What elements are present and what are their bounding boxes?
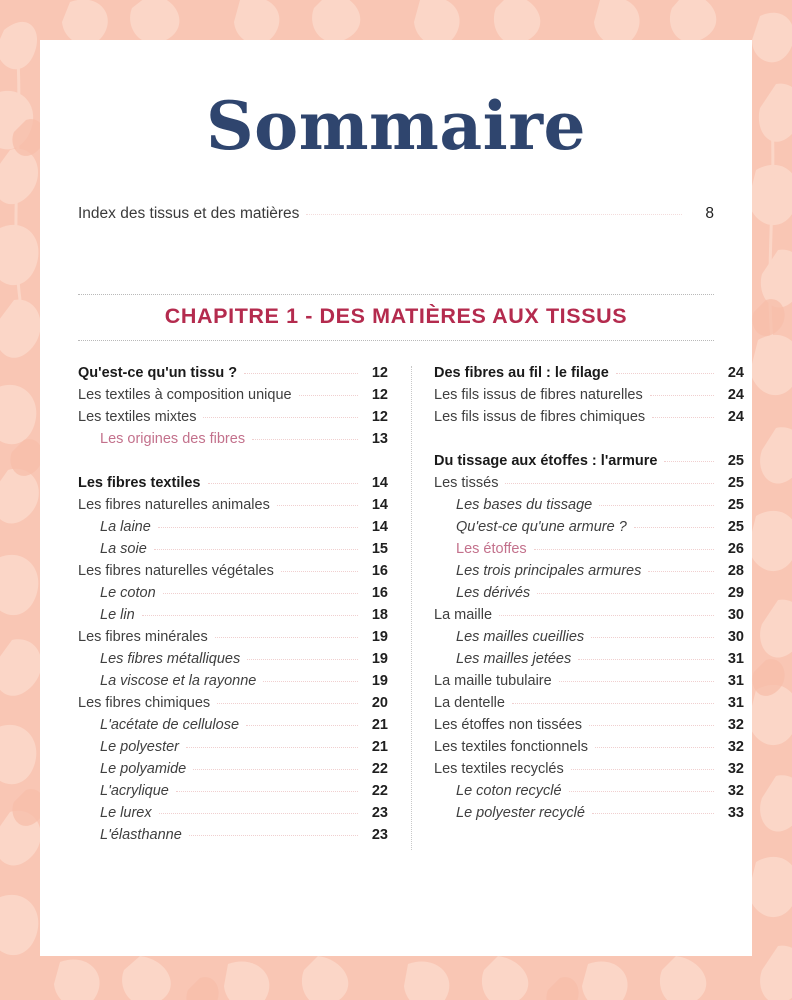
toc-entry[interactable]	[434, 762, 744, 784]
toc-entry-label: Le coton recyclé	[456, 783, 562, 800]
toc-entry-index[interactable]	[78, 206, 714, 228]
toc-entry-label: Les fibres naturelles végétales	[78, 563, 274, 580]
toc-entry[interactable]	[78, 498, 388, 520]
toc-entry-page: 8	[705, 205, 714, 223]
toc-entry-page: 21	[371, 717, 388, 734]
toc-entry[interactable]	[434, 520, 744, 542]
toc-entry[interactable]	[78, 630, 388, 652]
toc-entry-label: Les trois principales armures	[456, 563, 642, 580]
dot-leader	[512, 703, 714, 704]
toc-group	[434, 366, 744, 432]
toc-entry-label: La laine	[100, 519, 151, 536]
toc-entry-page: 12	[371, 387, 388, 404]
toc-entry-label: Le coton	[100, 585, 156, 602]
toc-entry[interactable]	[434, 454, 744, 476]
toc-entry[interactable]	[434, 696, 744, 718]
toc-entry-page: 14	[371, 519, 388, 536]
toc-entry[interactable]	[78, 806, 388, 828]
toc-entry[interactable]	[78, 432, 388, 454]
toc-entry[interactable]	[78, 674, 388, 696]
toc-group	[434, 454, 744, 828]
dot-leader	[277, 505, 358, 506]
toc-entry-page: 12	[371, 409, 388, 426]
dot-leader	[599, 505, 714, 506]
chapter-banner	[78, 294, 714, 341]
toc-entry-label: Les fibres textiles	[78, 475, 201, 492]
page-card	[40, 40, 752, 956]
toc-entry-label: Le lin	[100, 607, 135, 624]
toc-entry-label: La soie	[100, 541, 147, 558]
toc-entry-label: Les dérivés	[456, 585, 531, 602]
toc-entry[interactable]	[78, 388, 388, 410]
dot-leader	[578, 659, 714, 660]
toc-entry[interactable]	[434, 586, 744, 608]
toc-entry-page: 16	[371, 585, 388, 602]
toc-entry-label: Le polyester	[100, 739, 179, 756]
dot-leader	[569, 791, 714, 792]
toc-entry[interactable]	[78, 652, 388, 674]
dot-leader	[648, 571, 714, 572]
dot-leader	[163, 593, 358, 594]
toc-entry[interactable]	[78, 696, 388, 718]
toc-entry-label: Les textiles fonctionnels	[434, 739, 588, 756]
toc-entry[interactable]	[78, 366, 388, 388]
toc-entry-page: 31	[727, 695, 744, 712]
toc-entry[interactable]	[78, 718, 388, 740]
toc-entry[interactable]	[434, 410, 744, 432]
toc-entry-page: 28	[727, 563, 744, 580]
dot-leader	[154, 549, 358, 550]
toc-entry-page: 31	[727, 673, 744, 690]
toc-entry[interactable]	[434, 784, 744, 806]
toc-entry-label: Des fibres au fil : le filage	[434, 365, 609, 382]
toc-entry[interactable]	[434, 630, 744, 652]
toc-entry[interactable]	[434, 718, 744, 740]
toc-entry-label: Le lurex	[100, 805, 152, 822]
toc-entry-label: Le polyester recyclé	[456, 805, 585, 822]
toc-entry-page: 30	[727, 607, 744, 624]
toc-entry-page: 30	[727, 629, 744, 646]
toc-entry-label: Les mailles jetées	[456, 651, 572, 668]
toc-entry[interactable]	[434, 388, 744, 410]
toc-entry-page: 32	[727, 761, 744, 778]
dot-leader	[159, 813, 358, 814]
toc-entry[interactable]	[78, 586, 388, 608]
toc-entry-page: 19	[371, 651, 388, 668]
toc-columns	[78, 365, 744, 850]
toc-entry[interactable]	[434, 564, 744, 586]
toc-entry-label: La maille	[434, 607, 493, 624]
toc-entry[interactable]	[434, 542, 744, 564]
toc-entry[interactable]	[78, 740, 388, 762]
chapter-title: CHAPITRE 1 - DES MATIÈRES AUX TISSUS	[164, 304, 628, 329]
toc-entry[interactable]	[434, 652, 744, 674]
toc-entry-label: Les fils issus de fibres chimiques	[434, 409, 646, 426]
toc-entry-label: L'acrylique	[100, 783, 169, 800]
toc-column-right	[434, 366, 744, 850]
toc-entry-label: Les tissés	[434, 475, 499, 492]
toc-entry[interactable]	[434, 740, 744, 762]
dot-leader	[634, 527, 714, 528]
toc-entry-page: 14	[371, 475, 388, 492]
toc-entry-label: Les mailles cueillies	[456, 629, 585, 646]
dot-leader	[176, 791, 358, 792]
toc-entry[interactable]	[78, 410, 388, 432]
toc-entry-page: 21	[371, 739, 388, 756]
toc-entry[interactable]	[78, 828, 388, 850]
toc-entry-page: 25	[727, 475, 744, 492]
toc-entry[interactable]	[78, 476, 388, 498]
toc-entry-page: 15	[371, 541, 388, 558]
toc-entry-page: 12	[371, 365, 388, 382]
toc-entry-label: Les origines des fibres	[100, 431, 246, 448]
toc-entry-label: Qu'est-ce qu'un tissu ?	[78, 365, 238, 382]
dot-leader	[592, 813, 714, 814]
toc-entry-page: 24	[727, 387, 744, 404]
toc-entry-label: La dentelle	[434, 695, 505, 712]
dot-leader	[158, 527, 358, 528]
dot-leader	[664, 461, 714, 462]
toc-entry-page: 22	[371, 783, 388, 800]
dot-leader	[252, 439, 358, 440]
dot-leader	[247, 659, 358, 660]
toc-entry-label: Les fibres naturelles animales	[78, 497, 270, 514]
column-divider	[411, 366, 412, 850]
dot-leader	[215, 637, 358, 638]
dot-leader	[217, 703, 358, 704]
toc-entry[interactable]	[434, 366, 744, 388]
toc-entry[interactable]	[78, 608, 388, 630]
toc-group	[78, 476, 388, 850]
dot-leader	[571, 769, 714, 770]
toc-entry[interactable]	[434, 608, 744, 630]
dot-leader	[505, 483, 714, 484]
dot-leader	[534, 549, 714, 550]
toc-entry-page: 19	[371, 673, 388, 690]
dot-leader	[193, 769, 358, 770]
toc-entry-label: Qu'est-ce qu'une armure ?	[456, 519, 627, 536]
toc-entry-label: Les textiles à composition unique	[78, 387, 292, 404]
dot-leader	[652, 417, 714, 418]
toc-entry-page: 19	[371, 629, 388, 646]
toc-entry-page: 33	[727, 805, 744, 822]
dot-leader	[559, 681, 714, 682]
toc-entry-page: 20	[371, 695, 388, 712]
toc-entry-label: L'acétate de cellulose	[100, 717, 240, 734]
toc-group	[78, 366, 388, 454]
toc-entry-label: Les étoffes	[456, 541, 527, 558]
toc-entry-page: 23	[371, 805, 388, 822]
toc-entry[interactable]	[78, 542, 388, 564]
toc-entry-label: Du tissage aux étoffes : l'armure	[434, 453, 658, 470]
toc-entry-label: Le polyamide	[100, 761, 187, 778]
dot-leader	[650, 395, 714, 396]
toc-entry-page: 24	[727, 409, 744, 426]
dot-leader	[299, 395, 358, 396]
dot-leader	[595, 747, 714, 748]
dot-leader	[306, 214, 682, 215]
toc-entry-label: Index des tissus et des matières	[78, 205, 300, 223]
toc-entry-label: La viscose et la rayonne	[100, 673, 257, 690]
dot-leader	[589, 725, 714, 726]
dot-leader	[246, 725, 358, 726]
toc-entry[interactable]	[78, 762, 388, 784]
toc-entry-label: Les fils issus de fibres naturelles	[434, 387, 643, 404]
toc-entry-label: Les fibres chimiques	[78, 695, 211, 712]
toc-entry-page: 25	[727, 519, 744, 536]
dot-leader	[244, 373, 358, 374]
toc-entry-page: 29	[727, 585, 744, 602]
toc-entry-page: 25	[727, 497, 744, 514]
toc-entry[interactable]	[434, 498, 744, 520]
index-entry-block	[78, 206, 714, 228]
dot-leader	[591, 637, 714, 638]
toc-entry-page: 23	[371, 827, 388, 844]
toc-entry[interactable]	[78, 564, 388, 586]
dot-leader	[281, 571, 358, 572]
toc-entry-label: Les textiles mixtes	[78, 409, 197, 426]
toc-entry-label: La maille tubulaire	[434, 673, 552, 690]
dot-leader	[203, 417, 358, 418]
toc-entry-page: 22	[371, 761, 388, 778]
toc-entry-page: 25	[727, 453, 744, 470]
dot-leader	[189, 835, 358, 836]
toc-entry-page: 24	[727, 365, 744, 382]
toc-entry-label: L'élasthanne	[100, 827, 182, 844]
toc-entry-page: 18	[371, 607, 388, 624]
toc-entry-label: Les étoffes non tissées	[434, 717, 583, 734]
toc-entry-page: 26	[727, 541, 744, 558]
toc-entry-page: 32	[727, 783, 744, 800]
toc-entry-label: Les bases du tissage	[456, 497, 593, 514]
dot-leader	[616, 373, 714, 374]
toc-column-left	[78, 366, 388, 850]
toc-entry-page: 16	[371, 563, 388, 580]
dot-leader	[186, 747, 358, 748]
toc-entry[interactable]	[434, 806, 744, 828]
toc-entry-label: Les fibres minérales	[78, 629, 208, 646]
toc-entry-label: Les fibres métalliques	[100, 651, 241, 668]
dot-leader	[142, 615, 358, 616]
toc-entry-page: 13	[371, 431, 388, 448]
dot-leader	[263, 681, 358, 682]
toc-entry-page: 32	[727, 739, 744, 756]
toc-entry[interactable]	[78, 520, 388, 542]
toc-entry-page: 14	[371, 497, 388, 514]
toc-entry[interactable]	[434, 476, 744, 498]
dot-leader	[499, 615, 714, 616]
page-title: Sommaire	[206, 87, 586, 165]
dot-leader	[537, 593, 714, 594]
toc-entry-page: 31	[727, 651, 744, 668]
toc-entry[interactable]	[78, 784, 388, 806]
toc-entry-page: 32	[727, 717, 744, 734]
toc-entry-label: Les textiles recyclés	[434, 761, 564, 778]
toc-entry[interactable]	[434, 674, 744, 696]
dot-leader	[208, 483, 359, 484]
